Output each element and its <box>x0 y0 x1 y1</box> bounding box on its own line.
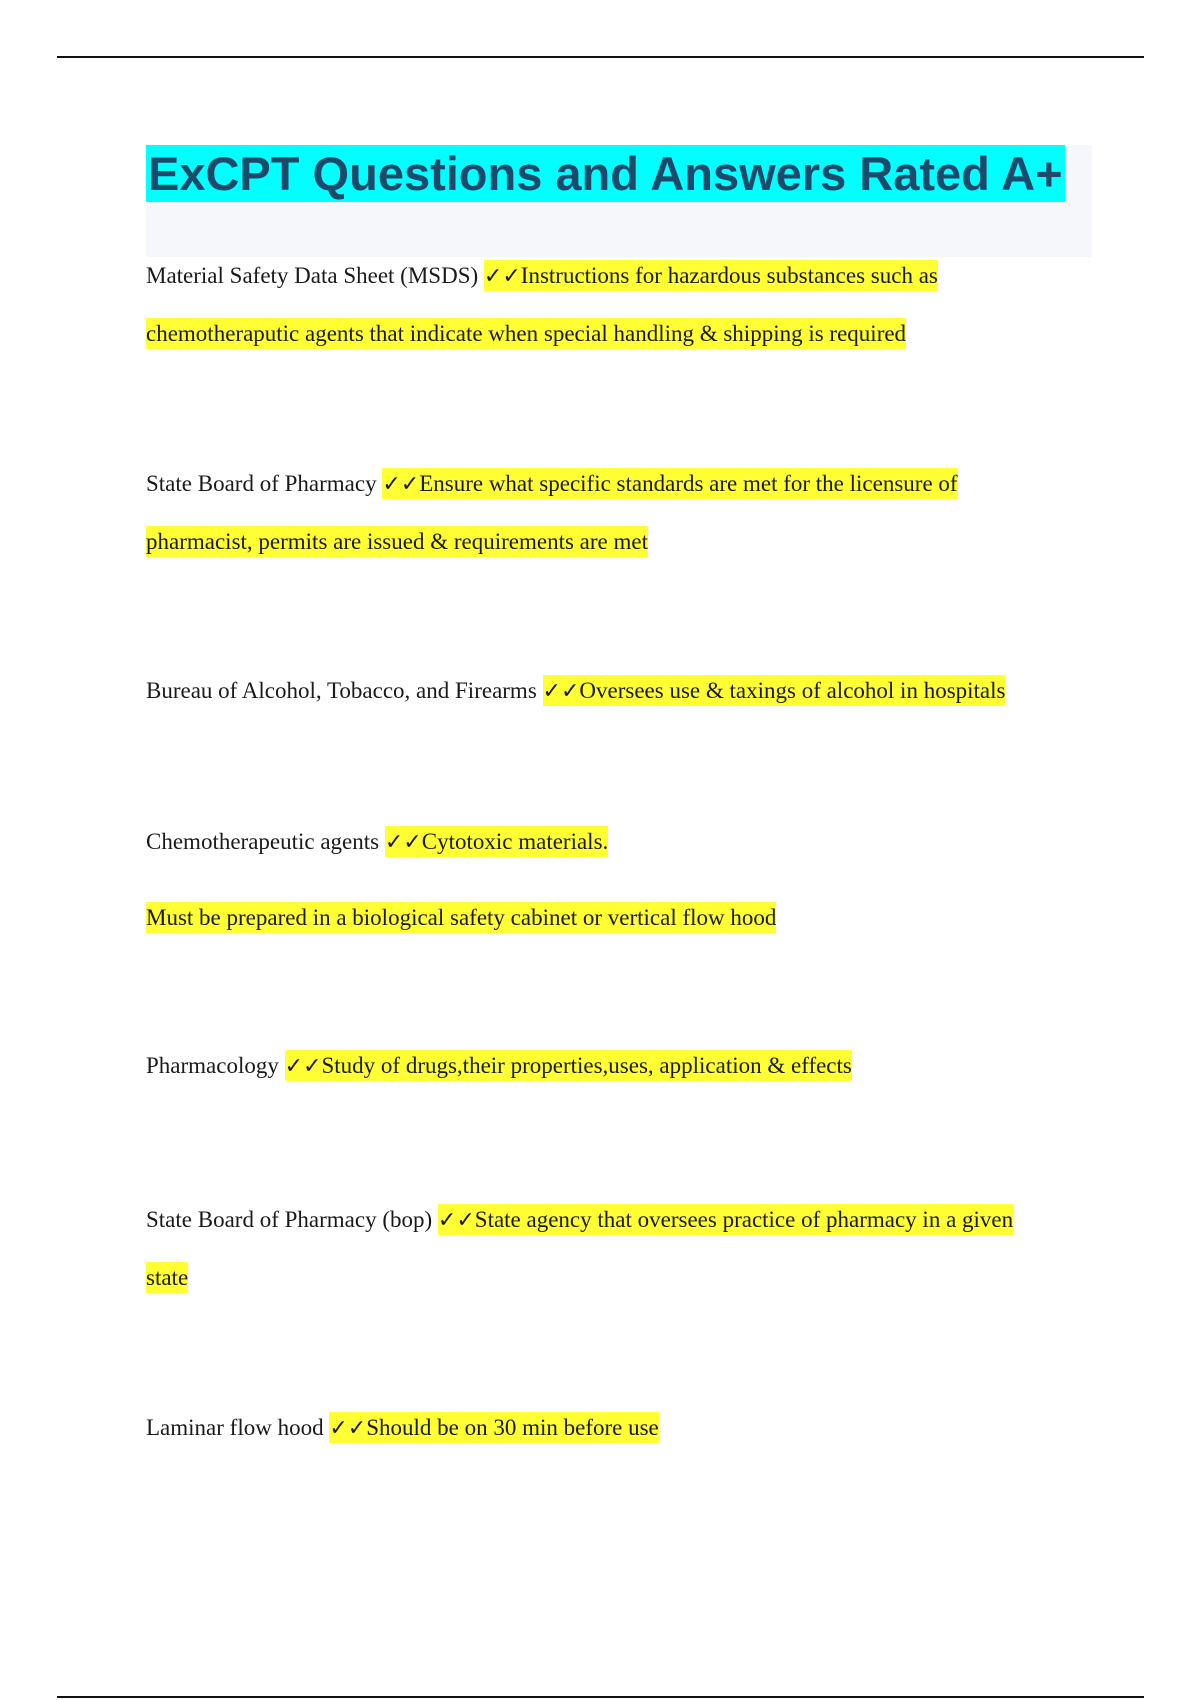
qa-answer-continued: chemotheraputic agents that indicate when special handling & shipping is required <box>146 318 906 349</box>
qa-line <box>146 662 1076 720</box>
qa-entry <box>146 662 1076 720</box>
double-check-icon: ✓✓ <box>329 1416 367 1441</box>
qa-entry <box>146 1191 1076 1307</box>
qa-answer-highlight <box>543 675 1006 706</box>
document-title: ExCPT Questions and Answers Rated A+ <box>148 147 1063 200</box>
qa-line <box>146 513 1076 571</box>
double-check-icon: ✓✓ <box>542 679 580 704</box>
double-check-icon: ✓✓ <box>384 830 422 855</box>
qa-answer-continued: pharmacist, permits are issued & requirements are met <box>146 526 648 557</box>
line-spacer <box>146 871 1076 889</box>
qa-term: State Board of Pharmacy (bop) <box>146 1207 433 1232</box>
qa-line <box>146 889 1076 947</box>
qa-answer-highlight <box>285 1050 852 1081</box>
qa-answer: Cytotoxic materials. <box>421 829 609 854</box>
qa-answer: Oversees use & taxings of alcohol in hospitals <box>579 678 1006 703</box>
double-check-icon: ✓✓ <box>284 1054 322 1079</box>
qa-answer: Instructions for hazardous substances such as <box>520 263 938 288</box>
qa-answer: State agency that oversees practice of pharmacy in a given <box>474 1207 1014 1232</box>
qa-entry <box>146 455 1076 571</box>
double-check-icon: ✓✓ <box>382 472 420 497</box>
qa-line <box>146 1037 1076 1095</box>
qa-entry <box>146 1399 1076 1457</box>
qa-answer-highlight <box>385 826 608 857</box>
qa-line <box>146 1399 1076 1457</box>
footer-rule <box>57 1696 1144 1698</box>
qa-answer: Study of drugs,their properties,uses, application & effects <box>321 1053 852 1078</box>
qa-line <box>146 305 1076 363</box>
qa-entry <box>146 813 1076 947</box>
header-rule <box>57 56 1144 58</box>
qa-term: Laminar flow hood <box>146 1415 324 1440</box>
qa-term: Chemotherapeutic agents <box>146 829 380 854</box>
qa-answer-highlight <box>382 468 957 499</box>
double-check-icon: ✓✓ <box>437 1208 475 1233</box>
qa-line <box>146 1249 1076 1307</box>
qa-line <box>146 813 1076 871</box>
qa-line <box>146 247 1076 305</box>
qa-entry <box>146 1037 1076 1095</box>
qa-term: State Board of Pharmacy <box>146 471 377 496</box>
qa-line <box>146 455 1076 513</box>
qa-answer: Should be on 30 min before use <box>366 1415 659 1440</box>
qa-answer-continued: state <box>146 1262 188 1293</box>
qa-line <box>146 1191 1076 1249</box>
qa-answer-highlight <box>329 1412 658 1443</box>
qa-answer-continued: Must be prepared in a biological safety cabinet or vertical flow hood <box>146 902 776 933</box>
qa-term: Bureau of Alcohol, Tobacco, and Firearms <box>146 678 537 703</box>
qa-answer: Ensure what specific standards are met for the licensure of <box>419 471 958 496</box>
qa-term: Pharmacology <box>146 1053 279 1078</box>
qa-answer-highlight <box>484 260 938 291</box>
qa-answer-highlight <box>438 1204 1013 1235</box>
qa-entry <box>146 247 1076 363</box>
double-check-icon: ✓✓ <box>483 264 521 289</box>
qa-term: Material Safety Data Sheet (MSDS) <box>146 263 479 288</box>
